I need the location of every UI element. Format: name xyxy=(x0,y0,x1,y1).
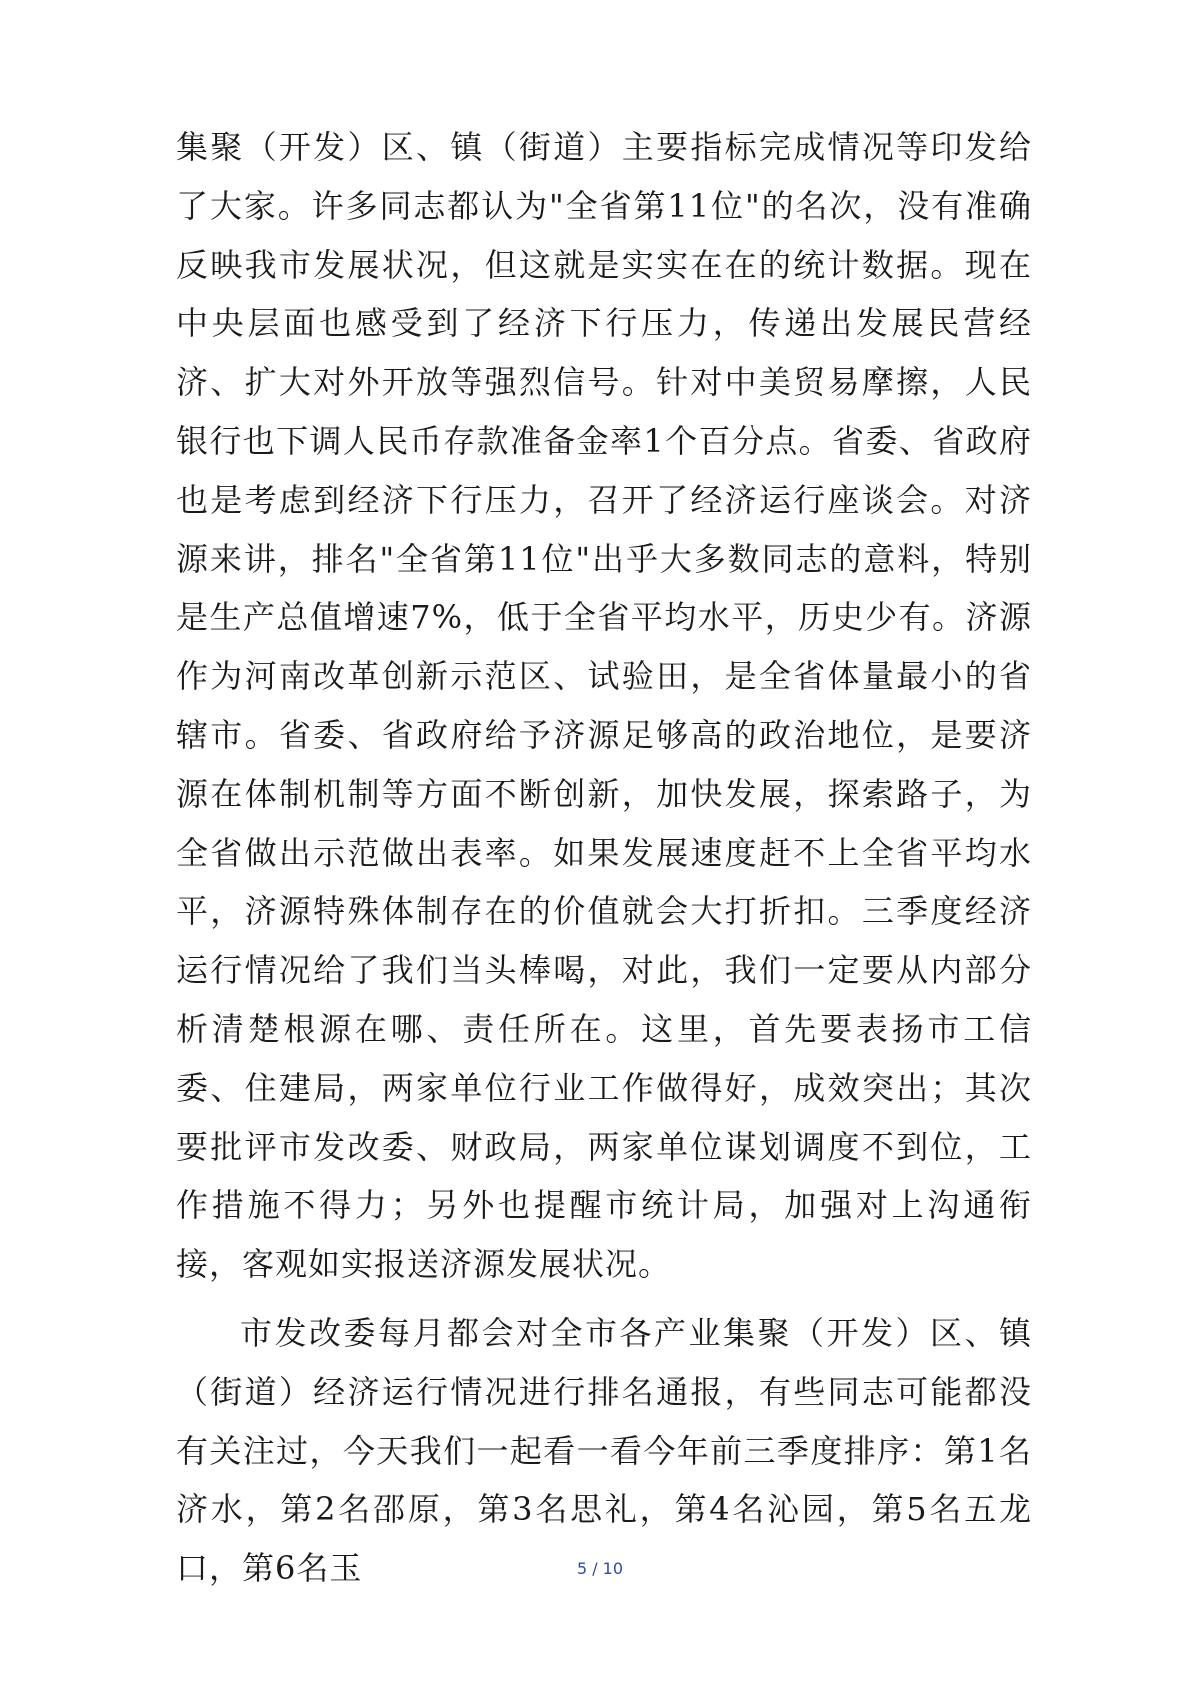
document-body xyxy=(176,118,1032,1598)
paragraph-2: 市发改委每月都会对全市各产业集聚（开发）区、镇（街道）经济运行情况进行排名通报，有些同志可能都没有关注过，今天我们一起看一看今年前三季度排序：第1名济水，第2名邵原，第3名思礼，第4名沁园，第5名五龙口，第6名玉 xyxy=(176,1313,1032,1588)
page-number: 5 / 10 xyxy=(576,1559,624,1578)
paragraph-1: 集聚（开发）区、镇（街道）主要指标完成情况等印发给了大家。许多同志都认为"全省第11位"的名次，没有准确反映我市发展状况，但这就是实实在在的统计数据。现在中央层面也感受到了经济下行压力，传递出发展民营经济、扩大对外开放等强烈信号。针对中美贸易摩擦，人民银行也下调人民币存款准备金率1个百分点。省委、省政府也是考虑到经济下行压力，召开了经济运行座谈会。对济源来讲，排名"全省第11位"出乎大多数同志的意料，特别是生产总值增速7%，低于全省平均水平，历史少有。济源作为河南改革创新示范区、试验田，是全省体量最小的省辖市。省委、省政府给予济源足够高的政治地位，是要济源在体制机制等方面不断创新，加快发展，探索路子，为全省做出示范做出表率。如果发展速度赶不上全省平均水平，济源特殊体制存在的价值就会大打折扣。三季度经济运行情况给了我们当头棒喝，对此，我们一定要从内部分析清楚根源在哪、责任所在。这里，首先要表扬市工信委、住建局，两家单位行业工作做得好，成效突出；其次要批评市发改委、财政局，两家单位谋划调度不到位，工作措施不得力；另外也提醒市统计局，加强对上沟通衔接，客观如实报送济源发展状况。 xyxy=(176,128,1032,1284)
